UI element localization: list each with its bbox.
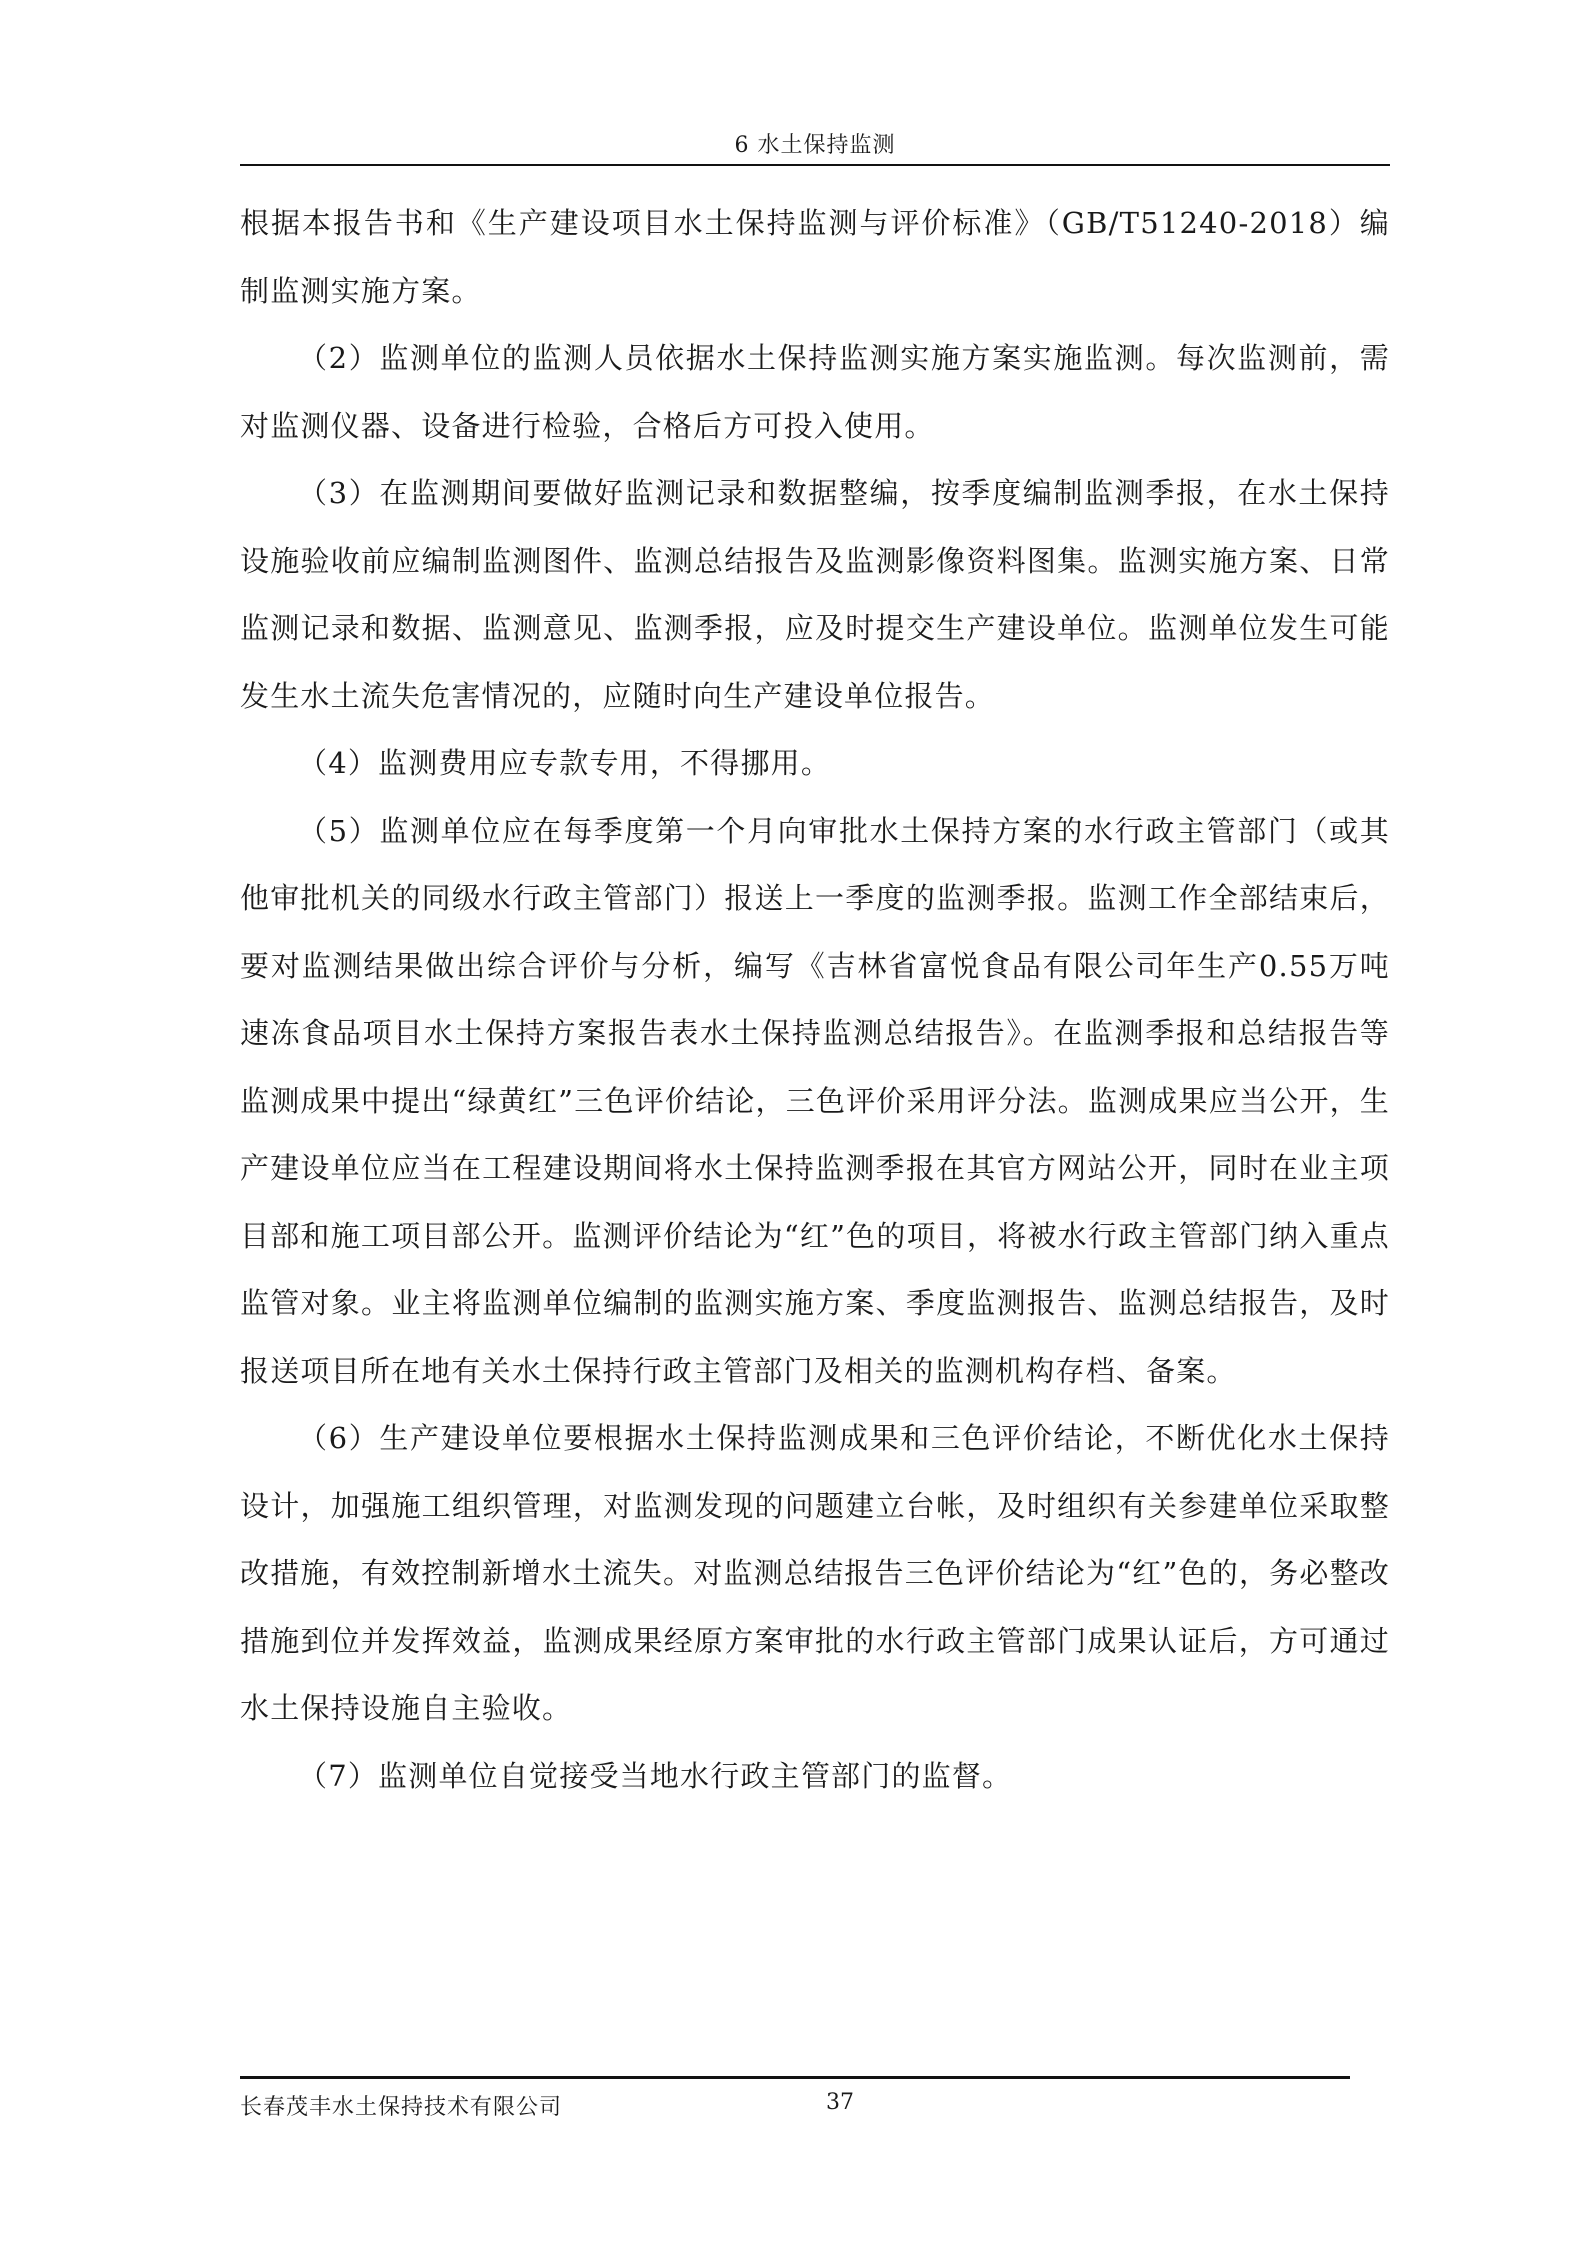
paragraph-continuation: 根据本报告书和《生产建设项目水土保持监测与评价标准》（GB/T51240-2018）编制监测实施方案。 <box>240 206 1390 308</box>
paragraph-item-2: （2）监测单位的监测人员依据水土保持监测实施方案实施监测。每次监测前，需对监测仪器、设备进行检验，合格后方可投入使用。 <box>240 341 1390 443</box>
paragraph-item-6: （6）生产建设单位要根据水土保持监测成果和三色评价结论，不断优化水土保持设计，加强施工组织管理，对监测发现的问题建立台帐，及时组织有关参建单位采取整改措施，有效控制新增水土流失。对监测总结报告三色评价结论为“红”色的，务必整改措施到位并发挥效益，监测成果经原方案审批的水行政主管部门成果认证后，方可通过水土保持设施自主验收。 <box>240 1421 1390 1725</box>
footer-company-name: 长春茂丰水土保持技术有限公司 <box>240 2095 563 2120</box>
paragraph-item-3: （3）在监测期间要做好监测记录和数据整编，按季度编制监测季报，在水土保持设施验收前应编制监测图件、监测总结报告及监测影像资料图集。监测实施方案、日常监测记录和数据、监测意见、监测季报，应及时提交生产建设单位。监测单位发生可能发生水土流失危害情况的，应随时向生产建设单位报告。 <box>240 476 1390 713</box>
paragraph-item-4: （4）监测费用应专款专用，不得挪用。 <box>298 746 832 780</box>
header-divider <box>240 164 1390 166</box>
footer-divider <box>240 2076 1350 2079</box>
paragraph-item-5: （5）监测单位应在每季度第一个月向审批水土保持方案的水行政主管部门（或其他审批机关的同级水行政主管部门）报送上一季度的监测季报。监测工作全部结束后，要对监测结果做出综合评价与分析，编写《吉林省富悦食品有限公司年生产0.55万吨速冻食品项目水土保持方案报告表水土保持监测总结报告》。在监测季报和总结报告等监测成果中提出“绿黄红”三色评价结论，三色评价采用评分法。监测成果应当公开，生产建设单位应当在工程建设期间将水土保持监测季报在其官方网站公开，同时在业主项目部和施工项目部公开。监测评价结论为“红”色的项目，将被水行政主管部门纳入重点监管对象。业主将监测单位编制的监测实施方案、季度监测报告、监测总结报告，及时报送项目所在地有关水土保持行政主管部门及相关的监测机构存档、备案。 <box>240 813 1390 1388</box>
page-number: 37 <box>826 2090 854 2115</box>
page-header-title: 6 水土保持监测 <box>734 133 896 158</box>
paragraph-item-7: （7）监测单位自觉接受当地水行政主管部门的监督。 <box>298 1758 1013 1793</box>
document-body <box>240 190 1390 1810</box>
